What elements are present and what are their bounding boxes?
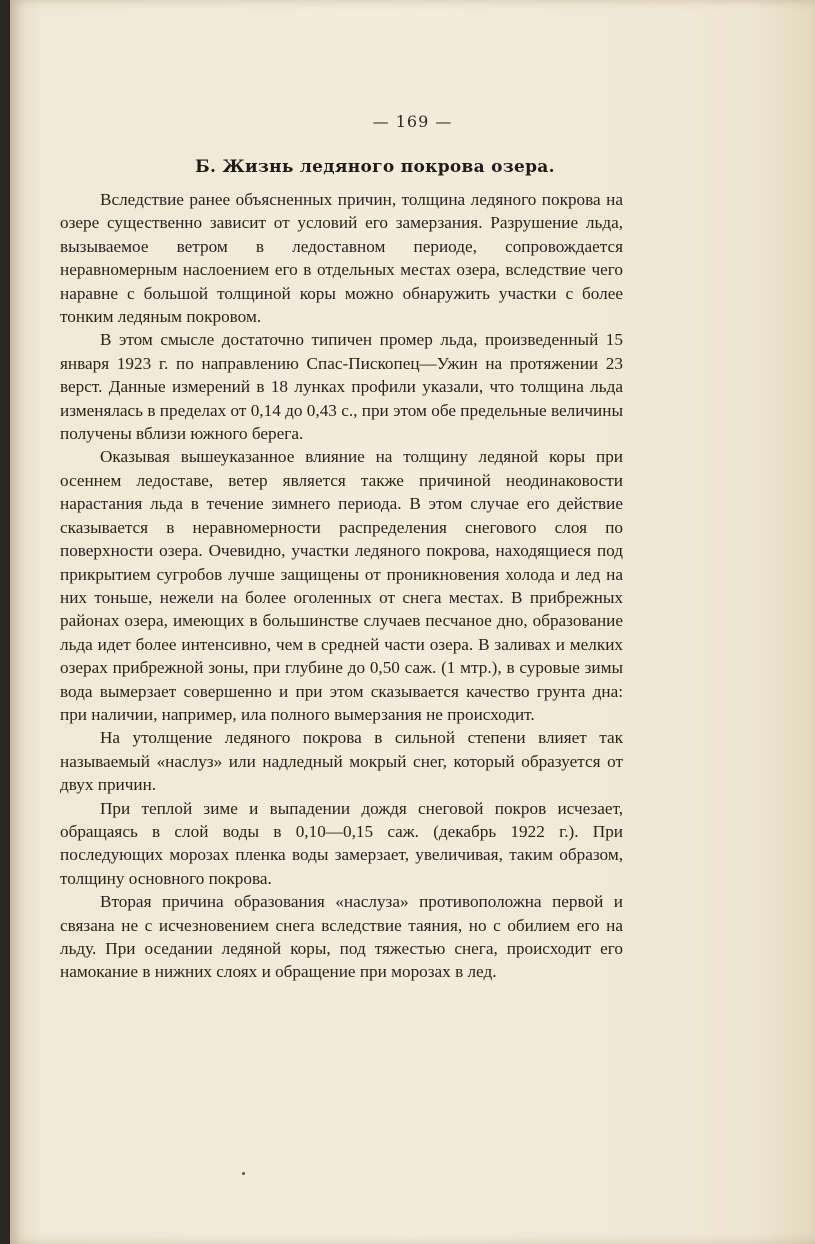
page-number: — 169 — — [372, 112, 453, 131]
paragraph: Вследствие ранее объясненных причин, толщина ледяного покрова на озере существенно зависит от условий его замерзания. Разрушение льда, вызываемое ветром в ледоставном периоде, сопровождается неравномерным наслоением его в отдельных местах озера, вследствие чего наравне с большой толщиной коры можно обнаружить участки с более тонким ледяным покровом. — [60, 190, 623, 327]
paragraph: В этом смысле достаточно типичен промер льда, произведенный 15 января 1923 г. по направлению Спас-Пископец—Ужин на протяжении 23 верст. Данные измерений в 18 лунках профили указали, что толщина льда изменялась в пределах от 0,14 до 0,43 с., при этом обе предельные величины получены вблизи южного берега. — [60, 330, 623, 444]
paragraph: Оказывая вышеуказанное влияние на толщину ледяной коры при осеннем ледоставе, ветер является также причиной неодинаковости нарастания льда в течение зимнего периода. В этом случае его действие сказывается в неравномерности распределения снегового слоя по поверхности озера. Очевидно, участки ледяного покрова, находящиеся под прикрытием сугробов лучше защищены от проникновения холода и лед на них тоньше, нежели на более оголенных от снега местах. В прибрежных районах озера, имеющих в большинстве случаев песчаное дно, образование льда идет более интенсивно, чем в средней части озера. В заливах и мелких озерах прибрежной зоны, при глубине до 0,50 саж. (1 мтр.), в суровые зимы вода вымерзает совершенно и при этом сказывается качество грунта дна: при наличии, например, ила полного вымерзания не происходит. — [60, 447, 623, 724]
body-text — [60, 188, 623, 984]
paper-speck — [242, 1172, 245, 1175]
paragraph: На утолщение ледяного покрова в сильной степени влияет так называемый «наслуз» или надледный мокрый снег, который образуется от двух причин. — [60, 728, 623, 795]
document-page — [10, 0, 815, 1244]
section-heading: Б. Жизнь ледяного покрова озера. — [195, 157, 555, 177]
paragraph: Вторая причина образования «наслуза» противоположна первой и связана не с исчезновением снега вследствие таяния, но с обилием его на льду. При оседании ледяной коры, под тяжестью снега, происходит его намокание в нижних слоях и обращение при морозах в лед. — [60, 892, 623, 982]
paragraph: При теплой зиме и выпадении дождя снеговой покров исчезает, обращаясь в слой воды в 0,10—0,15 саж. (декабрь 1922 г.). При последующих морозах пленка воды замерзает, увеличивая, таким образом, толщину основного покрова. — [60, 798, 623, 888]
